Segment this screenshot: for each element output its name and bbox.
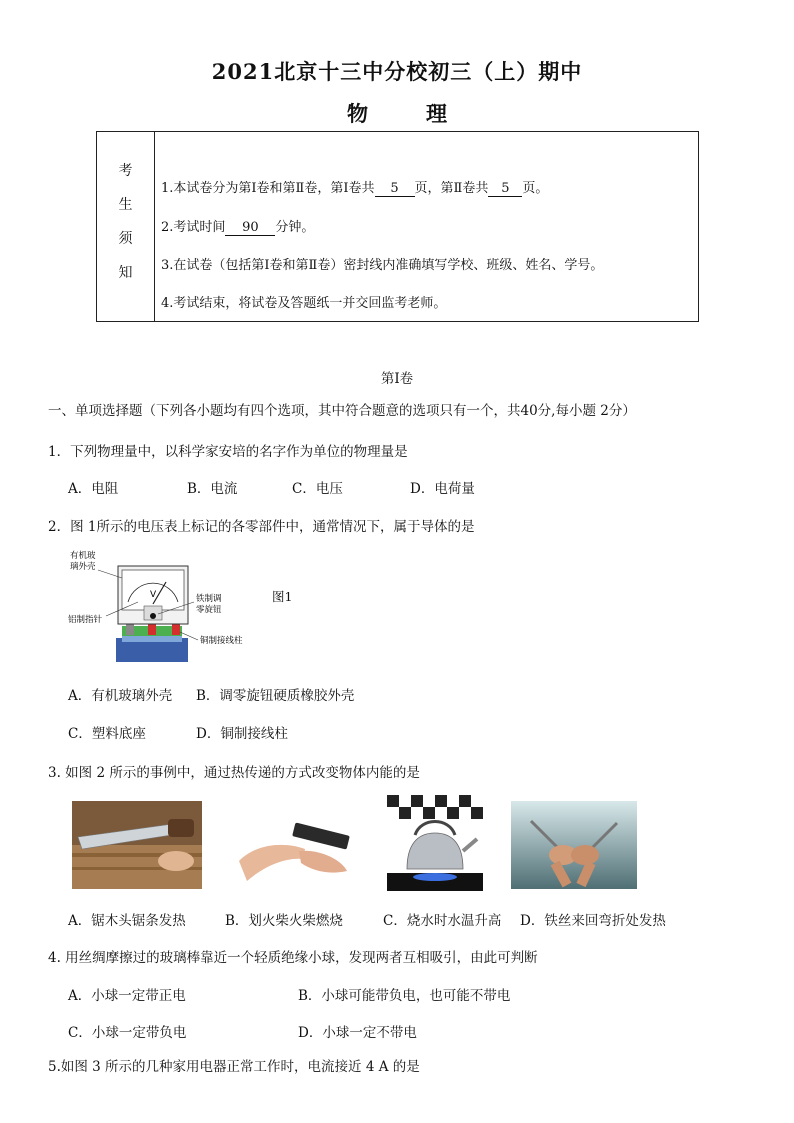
- exam-title: 2021北京十三中分校初三（上）期中: [211, 59, 583, 84]
- notice-line-2: [161, 216, 314, 236]
- terminal-post: [148, 623, 156, 635]
- notice-text: 分钟。: [275, 220, 315, 235]
- page-count-1: 5: [375, 182, 415, 197]
- subject-char-2: 理: [426, 101, 447, 126]
- label-glass-shell: 有机玻: [70, 551, 96, 561]
- photo-kettle: [387, 795, 483, 891]
- notice-side-char: 须: [118, 231, 133, 247]
- notice-side-char: 知: [118, 265, 133, 281]
- notice-side-char: 生: [118, 197, 133, 213]
- label-zero-knob: 零旋钮: [196, 605, 222, 615]
- q3-option-b: B．划火柴火柴燃烧: [225, 913, 343, 929]
- q4-option-d: D．小球一定不带电: [298, 1025, 417, 1041]
- terminal-post: [172, 623, 180, 635]
- q2-option-d: D．铜制接线柱: [196, 726, 288, 742]
- photo-striking-match: [229, 801, 353, 889]
- label-zero-knob: 铁制调: [196, 594, 222, 604]
- notice-line-4: 4.考试结束，将试卷及答题纸一并交回监考老师。: [161, 296, 447, 311]
- notice-line-1: [161, 177, 548, 197]
- subject-char-1: 物: [347, 101, 368, 126]
- zero-knob: [150, 613, 156, 619]
- notice-text: 页。: [522, 181, 549, 196]
- page-count-2: 5: [488, 182, 522, 197]
- exam-duration: 90: [225, 221, 275, 236]
- subject-title: [0, 98, 794, 128]
- q2-stem: 2．图 1所示的电压表上标记的各零部件中，通常情况下，属于导体的是: [48, 519, 475, 535]
- part-heading: 一、单项选择题（下列各小题均有四个选项，其中符合题意的选项只有一个，共40分,每小题 2分）: [48, 403, 636, 419]
- dial-unit-label: V: [150, 590, 157, 600]
- notice-text: 2.考试时间: [161, 220, 226, 235]
- q2-option-b: B．调零旋钮硬质橡胶外壳: [196, 688, 355, 704]
- q1-option-a: A．电阻: [68, 481, 119, 497]
- q4-option-a: A．小球一定带正电: [68, 988, 186, 1004]
- q4-stem: 4. 用丝绸摩擦过的玻璃棒靠近一个轻质绝缘小球，发现两者互相吸引，由此可判断: [48, 950, 538, 966]
- q3-option-c: C．烧水时水温升高: [383, 913, 502, 929]
- voltmeter-figure: [66, 546, 266, 670]
- photo-sawing-wood: [72, 801, 202, 889]
- section-title: 第Ⅰ卷: [380, 371, 414, 387]
- q3-option-a: A．锯木头锯条发热: [68, 913, 186, 929]
- q2-option-c: C．塑料底座: [68, 726, 146, 742]
- figure-1-caption: 图1: [272, 589, 293, 604]
- q1-option-c: C．电压: [292, 481, 343, 497]
- photo-bending-wire: [511, 801, 637, 889]
- terminal-post: [126, 623, 134, 635]
- label-binding-post: 铜制接线柱: [200, 636, 243, 646]
- q3-option-d: D．铁丝来回弯折处发热: [520, 913, 666, 929]
- notice-line-3: 3.在试卷（包括第Ⅰ卷和第Ⅱ卷）密封线内准确填写学校、班级、姓名、学号。: [161, 258, 604, 273]
- q3-stem: 3. 如图 2 所示的事例中，通过热传递的方式改变物体内能的是: [48, 765, 420, 781]
- q1-option-d: D．电荷量: [410, 481, 475, 497]
- q2-option-a: A．有机玻璃外壳: [68, 688, 173, 704]
- notice-side-label: [97, 132, 155, 321]
- q4-option-b: B．小球可能带负电，也可能不带电: [298, 988, 511, 1004]
- label-pointer: 铝制指针: [68, 615, 103, 625]
- voltmeter-drawing: [66, 546, 266, 670]
- label-glass-shell: 璃外壳: [70, 562, 96, 572]
- exam-notice-box: [96, 131, 699, 322]
- q4-option-c: C．小球一定带负电: [68, 1025, 187, 1041]
- notice-side-char: 考: [118, 163, 133, 179]
- q5-stem: 5.如图 3 所示的几种家用电器正常工作时，电流接近 4 A 的是: [48, 1059, 420, 1075]
- notice-text: 1.本试卷分为第Ⅰ卷和第Ⅱ卷，第Ⅰ卷共: [161, 181, 375, 196]
- q1-option-b: B．电流: [187, 481, 238, 497]
- notice-text: 页，第Ⅱ卷共: [414, 181, 489, 196]
- q1-stem: 1．下列物理量中，以科学家安培的名字作为单位的物理量是: [48, 444, 408, 460]
